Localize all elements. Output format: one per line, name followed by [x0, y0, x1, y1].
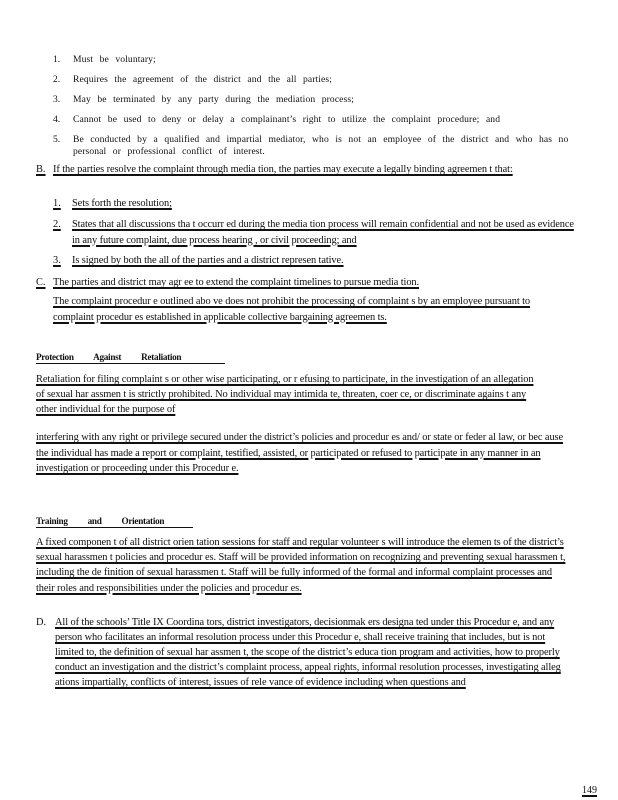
list-item — [53, 134, 573, 158]
section-c-followup: The complaint procedur e outlined abo ve does not prohibit the processing of complaint s by an employee pursuant to complaint procedur es established in applicable collective bargaining agreemen ts. — [53, 296, 531, 323]
section-d-label: D. — [36, 617, 47, 628]
training-paragraph: A fixed componen t of all district orien tation sessions for staff and regular volunteer s will introduce the elemen ts of the district’s sexual harassmen t policies and procedur es. Staff will be provided information on recognizing and preventing sexual harassmen t, including the de finition of sexual harassmen t. Staff will be fully informed of the formal and informal complaint processes and their roles and responsibilities under the policies and procedur es. — [36, 537, 566, 594]
section-b-item-text: Is signed by both the all of the parties and a district represen tative. — [72, 255, 344, 266]
section-b-item-text: Sets forth the resolution; — [72, 198, 172, 209]
training-heading: Training and Orientation — [36, 516, 193, 528]
section-d-text: All of the schools’ Title IX Coordina tors, district investigators, decisionmak ers designa ted under this Procedur e, and any person who facilitates an informal resolution process under this Procedur e, shall receive training that includes, but is not limited to, the definition of sexual har assmen t, the scope of the district’s educa tion program and activities, how to properly conduct an investigation and the district’s complaint process, appeal rights, informal resolution processes, investigating alleg ations impartially, conflicts of interest, issues of rele vance of evidence including when questions and — [55, 617, 561, 688]
list-item — [53, 50, 573, 70]
section-b-text: If the parties resolve the complaint through media tion, the parties may execute a legally binding agreemen t that: — [53, 164, 513, 175]
list-item-number: 4. — [53, 114, 61, 125]
section-b-item-number: 3. — [53, 255, 61, 266]
section-c-text: The parties and district may agr ee to extend the complaint timelines to pursue media tion. — [53, 277, 420, 288]
list-item-text: Requires the agreement of the district and the all parties; — [73, 74, 333, 85]
list-item — [53, 70, 573, 90]
list-item-number: 2. — [53, 74, 61, 85]
list-item — [53, 110, 573, 130]
retaliation-paragraph: Retaliation for filing complaint s or other wise participating, or r efusing to participate, in the investigation of an allegation of sexual har assmen t is strictly prohibited. No individual may intimida te, threaten, coer ce, or discriminate agains t any other individual for the purpose of — [36, 374, 534, 415]
list-item-number: 5. — [53, 134, 61, 145]
mediation-conditions-list — [53, 50, 573, 158]
section-b-item-text: States that all discussions tha t occurr ed during the media tion process will remain confidential and not be used as evidence in any future complaint, due process hearing , or civil proceeding; and — [72, 219, 574, 246]
list-item-text: Be conducted by a qualified and impartial mediator, who is not an employee of the district and who has no personal or professional conflict of interest. — [73, 134, 569, 157]
list-item-text: Must be voluntary; — [73, 54, 156, 65]
page-number: 149 — [582, 785, 597, 796]
list-item — [53, 90, 573, 110]
list-item-text: Cannot be used to deny or delay a complainant’s right to utilize the complaint procedure; and — [73, 114, 501, 125]
section-b-item-number: 1. — [53, 198, 61, 209]
retaliation-paragraph-continued: interfering with any right or privilege secured under the district’s policies and procedur es and/ or state or feder al law, or bec ause the individual has made a report or complaint, testified, assisted, or participated or refused to participate in any manner in an investigation or proceeding under this Procedur e. — [36, 432, 563, 474]
section-b-label: B. — [36, 164, 46, 175]
list-item-number: 1. — [53, 54, 61, 65]
section-c-label: C. — [36, 277, 46, 288]
list-item-number: 3. — [53, 94, 61, 105]
retaliation-heading: Protection Against Retaliation — [36, 352, 225, 364]
section-b-item-number: 2. — [53, 219, 61, 230]
list-item-text: May be terminated by any party during the mediation process; — [73, 94, 354, 105]
